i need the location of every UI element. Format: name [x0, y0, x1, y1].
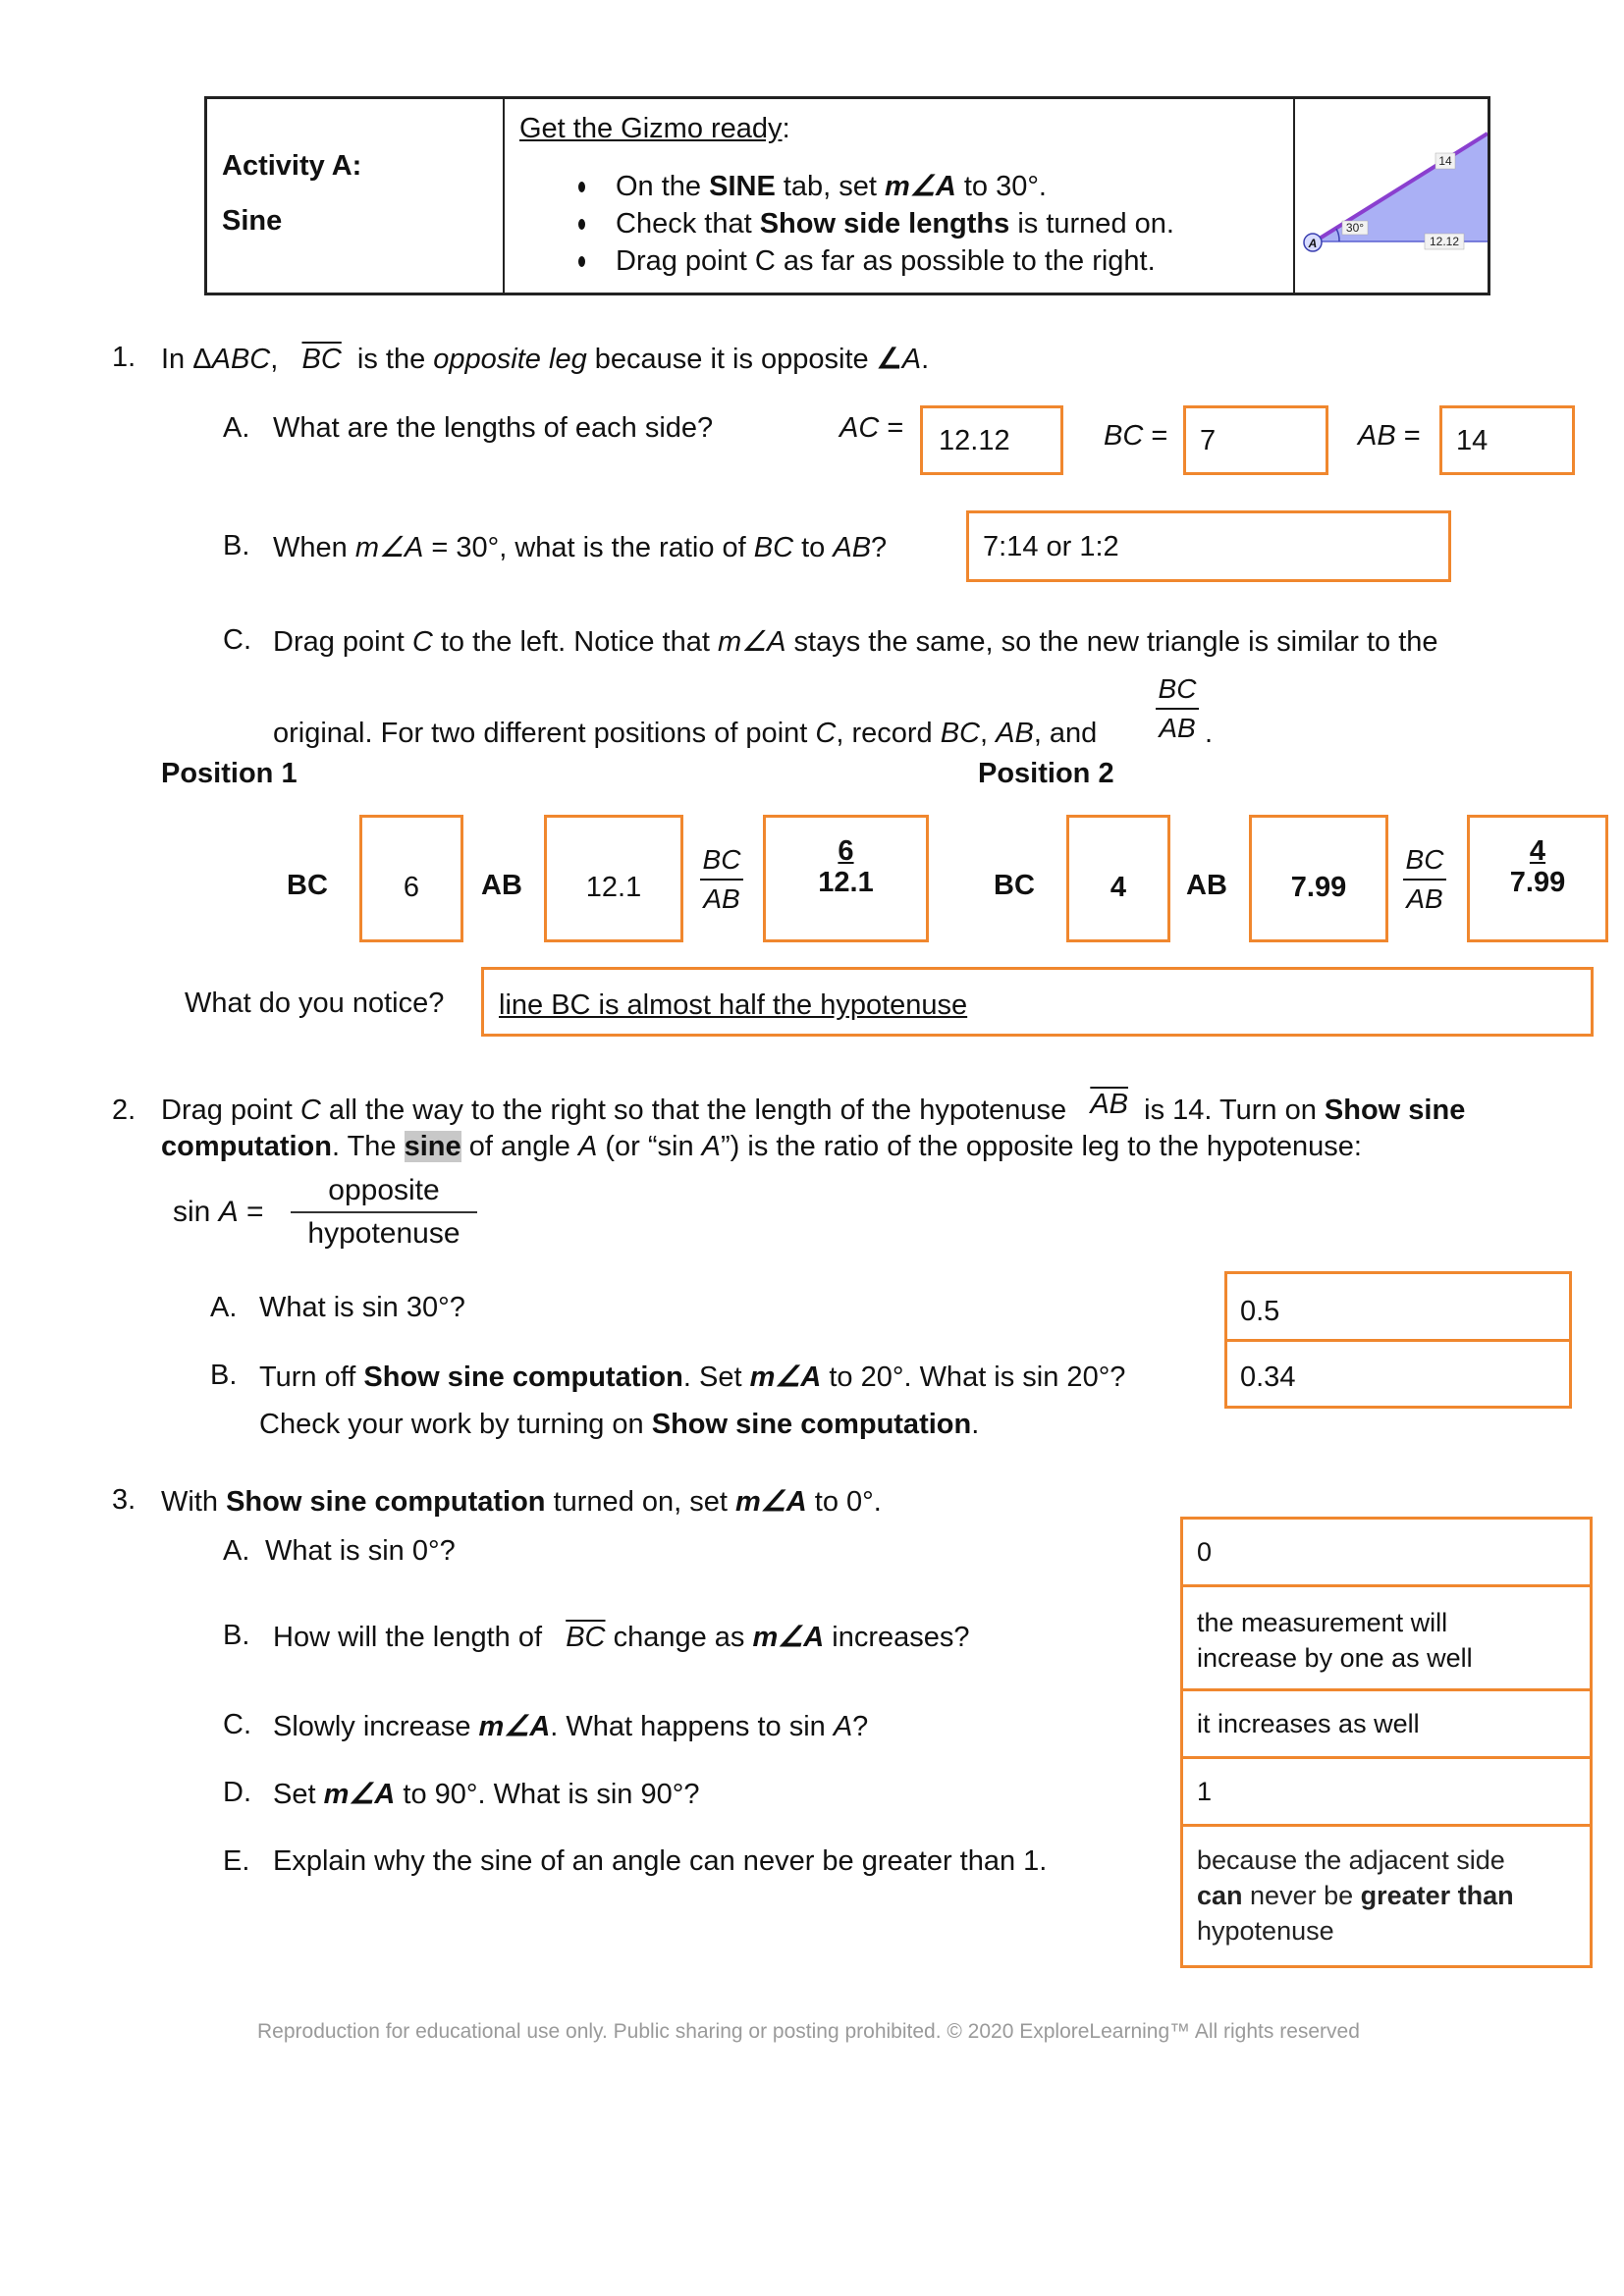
text: ABC — [211, 344, 271, 375]
instruction-item — [570, 205, 1174, 242]
text: Show sine computation — [651, 1409, 972, 1440]
text: How will the length of — [273, 1622, 551, 1653]
text: A — [577, 1131, 598, 1162]
q2a-letter: A. — [210, 1292, 238, 1323]
sin20-answer-box[interactable] — [1224, 1339, 1572, 1409]
instructions-list — [570, 168, 1174, 280]
text: . — [921, 344, 930, 375]
text: original. For two different positions of point — [273, 718, 816, 749]
text: can — [1197, 1881, 1243, 1910]
text: to 30°. — [955, 171, 1047, 202]
fraction-bar — [1156, 708, 1199, 710]
p1-bc-value: 6 — [403, 872, 420, 903]
p1-ab-label: AB — [481, 870, 522, 901]
triangle-diagram-svg — [1295, 99, 1488, 293]
text: Slowly increase — [273, 1711, 479, 1742]
text: On the — [616, 171, 710, 202]
text: , record — [836, 718, 941, 749]
q2b-letter: B. — [210, 1360, 238, 1391]
fraction-denominator: AB — [1159, 713, 1196, 743]
ab-answer-box[interactable] — [1439, 405, 1575, 475]
q3e-question: Explain why the sine of an angle can never be greater than 1. — [273, 1845, 1048, 1877]
notice-question: What do you notice? — [185, 988, 445, 1019]
instructions-title-text: Get the Gizmo ready — [519, 113, 783, 144]
text: AC — [839, 412, 880, 444]
period: . — [1205, 718, 1214, 749]
text: AB — [1358, 420, 1396, 452]
q1c-line1 — [273, 624, 1438, 659]
text: to 0°. — [806, 1486, 882, 1518]
text: never be — [1242, 1881, 1361, 1910]
formula-fraction — [291, 1174, 477, 1251]
q3-stem — [161, 1484, 882, 1519]
text: is the — [349, 344, 434, 375]
q1c-line2 — [273, 718, 1097, 750]
text: When — [273, 532, 355, 563]
activity-header-table — [204, 96, 1490, 295]
text: m∠A — [735, 1486, 807, 1518]
q3d-letter: D. — [223, 1777, 251, 1808]
sin30-answer: 0.5 — [1240, 1296, 1280, 1327]
text: greater than — [1360, 1881, 1514, 1910]
explain-answer-box[interactable] — [1180, 1824, 1593, 1968]
fraction-numerator: BC — [1158, 673, 1197, 704]
ab-answer: 14 — [1456, 425, 1489, 456]
text: BC — [1104, 420, 1144, 452]
formula-numerator: opposite — [328, 1174, 440, 1206]
instruction-item — [570, 242, 1174, 280]
fraction-numerator: BC — [702, 844, 741, 875]
text: SINE — [709, 171, 776, 202]
instruction-item — [570, 168, 1174, 205]
ratio-denominator: 7.99 — [1509, 867, 1566, 898]
q1b-letter: B. — [223, 530, 250, 561]
instructions-title — [519, 113, 790, 145]
text: = — [879, 412, 904, 444]
triangle-diagram — [1295, 99, 1488, 293]
text: m∠A — [478, 1711, 551, 1742]
text: In Δ — [161, 344, 212, 375]
text: change as — [605, 1622, 753, 1653]
instructions-colon: : — [782, 113, 790, 144]
adjacent-label: 12.12 — [1429, 235, 1460, 248]
text: = — [1143, 420, 1168, 452]
hypotenuse-label: 14 — [1438, 154, 1452, 168]
text: With — [161, 1486, 227, 1518]
q1b-question — [273, 530, 887, 564]
text: Drag point C as far as possible to the right. — [616, 245, 1156, 277]
fraction-bar — [700, 879, 743, 881]
text: , — [980, 718, 997, 749]
text: . What happens to sin — [550, 1711, 834, 1742]
ratio-answer: 7:14 or 1:2 — [983, 531, 1119, 562]
highlighted-term: sine — [404, 1131, 461, 1162]
activity-label: Activity A: — [222, 150, 362, 182]
text: to 90°. What is sin 90°? — [395, 1779, 700, 1810]
q3a-question: What is sin 0°? — [265, 1535, 456, 1567]
text: A — [218, 1196, 239, 1228]
text: C — [411, 626, 433, 658]
answer-line: because the adjacent side — [1197, 1845, 1505, 1875]
q1c-letter: C. — [223, 624, 251, 656]
text: (or “sin — [597, 1131, 702, 1162]
segment-bc: $\overline{BC}$ — [566, 1622, 606, 1653]
sin30-answer-box[interactable] — [1224, 1271, 1572, 1342]
text: A — [701, 1131, 722, 1162]
text: Check that — [616, 208, 760, 240]
q1a-letter: A. — [223, 412, 250, 444]
text: increases? — [824, 1622, 970, 1653]
text: ”) is the ratio of the opposite leg to the hypotenuse: — [721, 1131, 1362, 1162]
text: Show sine computation — [226, 1486, 546, 1518]
sin20-answer: 0.34 — [1240, 1362, 1296, 1393]
text: sin — [173, 1196, 219, 1228]
p1-bc-box[interactable] — [359, 815, 463, 942]
p2-ab-value: 7.99 — [1290, 872, 1347, 903]
text: AB — [996, 718, 1034, 749]
position-2-title: Position 2 — [978, 758, 1114, 789]
fraction-denominator: AB — [1406, 883, 1443, 914]
text: m∠A — [749, 1362, 822, 1393]
q3b-letter: B. — [223, 1620, 250, 1651]
vertex-label: A — [1308, 237, 1318, 250]
formula-denominator: hypotenuse — [307, 1217, 460, 1250]
text: BC — [753, 532, 794, 563]
q2-number: 2. — [112, 1095, 136, 1126]
bc-over-ab-fraction — [1156, 673, 1199, 744]
ac-answer: 12.12 — [939, 425, 1010, 456]
text: opposite leg — [433, 344, 587, 375]
angle-label: 30° — [1345, 221, 1365, 235]
text: all the way to the right so that the length of the hypotenuse — [320, 1095, 1067, 1126]
text: . — [971, 1409, 980, 1440]
text: C — [815, 718, 837, 749]
text: C — [299, 1095, 321, 1126]
text: . The — [332, 1131, 405, 1162]
explain-answer — [1197, 1842, 1514, 1949]
text: turned on, set — [545, 1486, 735, 1518]
q2a-question: What is sin 30°? — [259, 1292, 465, 1323]
fraction-bar — [1403, 879, 1446, 881]
table-divider — [503, 99, 505, 293]
text: Drag point — [161, 1095, 300, 1126]
q2b-question — [259, 1360, 1125, 1394]
q3c-letter: C. — [223, 1709, 251, 1740]
text: AB — [833, 532, 872, 563]
text: to 20°. What is sin 20°? — [821, 1362, 1126, 1393]
position-1-title: Position 1 — [161, 758, 298, 789]
text: stays the same, so the new triangle is similar to the — [785, 626, 1438, 658]
q3b-question — [273, 1620, 970, 1654]
q2-line2 — [161, 1131, 1362, 1163]
q3a-letter: A. — [223, 1535, 250, 1567]
answer-line: the measurement will — [1197, 1608, 1448, 1637]
p1-bc-label: BC — [287, 870, 328, 901]
text: m∠A — [885, 171, 956, 202]
bc-change-answer — [1197, 1605, 1473, 1676]
p2-ab-label: AB — [1186, 870, 1227, 901]
answer-line: increase by one as well — [1197, 1643, 1473, 1673]
text: Show sine — [1324, 1095, 1466, 1126]
text: Set — [273, 1779, 324, 1810]
sin0-answer: 0 — [1197, 1537, 1213, 1567]
sin90-answer: 1 — [1197, 1777, 1213, 1806]
text: BC — [940, 718, 980, 749]
p2-ratio-box[interactable] — [1467, 815, 1608, 942]
p1-ab-box[interactable] — [544, 815, 683, 942]
bc-change-answer-box[interactable] — [1180, 1584, 1593, 1691]
sinA-change-answer-box[interactable] — [1180, 1688, 1593, 1759]
q1-stem — [161, 342, 929, 376]
text: of angle — [460, 1131, 578, 1162]
text: Turn off — [259, 1362, 364, 1393]
p2-ratio-value — [1470, 835, 1605, 898]
fraction-bar — [291, 1211, 477, 1213]
fraction-numerator: BC — [1405, 844, 1444, 875]
p1-ab-value: 12.1 — [585, 872, 642, 903]
text: Check your work by turning on — [259, 1409, 652, 1440]
text: m∠A — [354, 532, 424, 563]
text: Drag point — [273, 626, 412, 658]
text: is turned on. — [1009, 208, 1174, 240]
p1-ratio-value — [766, 835, 926, 898]
text: Show sine computation — [363, 1362, 683, 1393]
sin0-answer-box[interactable] — [1180, 1517, 1593, 1587]
text: tab, set — [775, 171, 886, 202]
ab-label — [1358, 420, 1421, 453]
text: m∠A — [323, 1779, 396, 1810]
p1-ratio-box[interactable] — [763, 815, 929, 942]
p1-ratio-label — [700, 844, 743, 915]
text: = — [238, 1196, 264, 1228]
fraction-denominator: AB — [703, 883, 740, 914]
q2-line1 — [161, 1089, 1466, 1127]
text: to — [793, 532, 834, 563]
answer-line — [1197, 1878, 1514, 1913]
ratio-answer-box[interactable] — [966, 510, 1451, 582]
text: m∠A — [717, 626, 786, 658]
activity-name: Sine — [222, 205, 283, 237]
bc-answer: 7 — [1200, 425, 1217, 456]
text: A — [833, 1711, 853, 1742]
segment-bc: $\overline{BC}$ — [301, 344, 342, 375]
q3-number: 3. — [112, 1484, 136, 1516]
bc-label — [1104, 420, 1167, 453]
sin90-answer-box[interactable] — [1180, 1756, 1593, 1827]
q1-number: 1. — [112, 342, 136, 373]
text: A — [901, 344, 922, 375]
ratio-numerator: 6 — [838, 835, 854, 867]
p2-bc-box[interactable] — [1066, 815, 1170, 942]
q2b-check — [259, 1409, 979, 1441]
p2-ratio-label — [1403, 844, 1446, 915]
sinA-change-answer: it increases as well — [1197, 1709, 1420, 1738]
notice-answer-box[interactable] — [481, 967, 1594, 1037]
text: ? — [871, 532, 888, 563]
text: is 14. Turn on — [1136, 1095, 1325, 1126]
ac-answer-box[interactable] — [920, 405, 1063, 475]
text: because it is opposite — [586, 344, 877, 375]
answer-line: hypotenuse — [1197, 1916, 1334, 1946]
angle-symbol: ∠ — [876, 344, 902, 375]
text: . Set — [682, 1362, 750, 1393]
text: computation — [161, 1131, 332, 1162]
text: , and — [1033, 718, 1098, 749]
text: Show side lengths — [759, 208, 1010, 240]
ratio-denominator: 12.1 — [818, 867, 874, 898]
p2-bc-label: BC — [994, 870, 1035, 901]
q3d-question — [273, 1777, 699, 1811]
q3c-question — [273, 1709, 868, 1743]
text: to the left. Notice that — [432, 626, 718, 658]
ratio-numerator: 4 — [1529, 835, 1546, 867]
q1a-question: What are the lengths of each side? — [273, 412, 714, 444]
text: = 30°, what is the ratio of — [423, 532, 754, 563]
q3e-letter: E. — [223, 1845, 250, 1877]
segment-ab: $\overline{AB}$ — [1090, 1089, 1129, 1120]
text: , — [270, 344, 279, 375]
text: ? — [852, 1711, 869, 1742]
p2-ab-box[interactable] — [1249, 815, 1388, 942]
text: m∠A — [752, 1622, 825, 1653]
notice-answer: line BC is almost half the hypotenuse — [499, 989, 968, 1021]
formula-lhs — [173, 1196, 264, 1229]
footer-copyright: Reproduction for educational use only. Public sharing or posting prohibited. © 2020 ExploreLearning™ All rights reserved — [257, 2020, 1360, 2043]
p2-bc-value: 4 — [1110, 872, 1127, 903]
ac-label — [839, 412, 903, 445]
text: = — [1395, 420, 1421, 452]
bc-answer-box[interactable] — [1183, 405, 1328, 475]
